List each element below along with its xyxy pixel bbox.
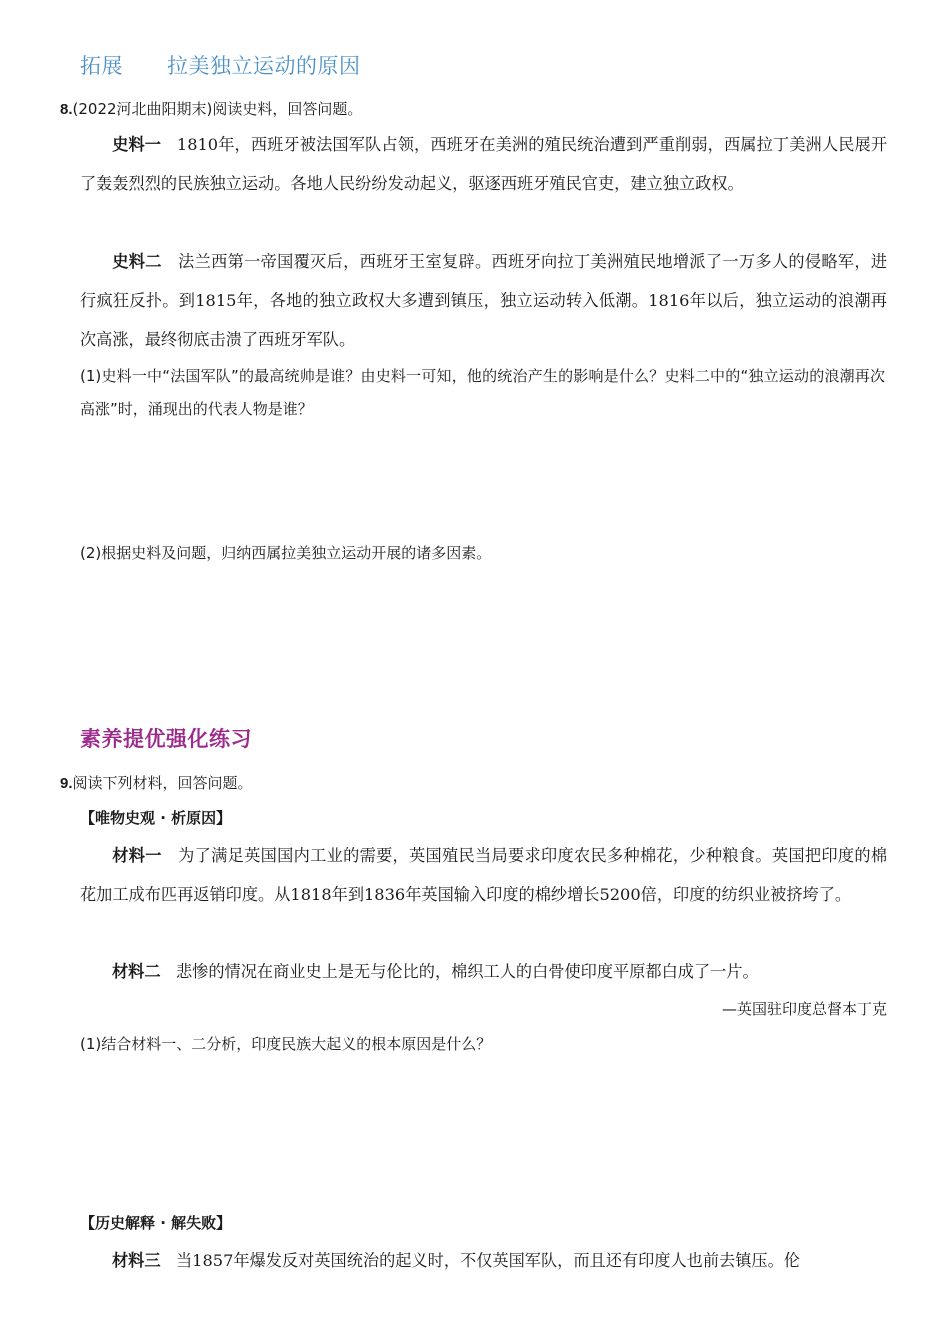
q9-material-3 <box>80 1241 887 1280</box>
q9-tag-interpretation: 【历史解释 · 解失败】 <box>80 1214 232 1232</box>
practice-heading: 素养提优强化练习 <box>80 727 252 751</box>
material-label: 史料一 <box>112 135 162 154</box>
q9-material-1 <box>80 836 887 914</box>
material-text: 为了满足英国国内工业的需要，英国殖民当局要求印度农民多种棉花，少种粮食。英国把印度的棉花加工成布匹再返销印度。从1818年到1836年英国输入印度的棉纱增长5200倍，印度的纺织业被挤垮了。 <box>80 846 888 904</box>
extension-label: 拓展 <box>80 54 123 78</box>
q9-material-2 <box>80 952 887 991</box>
question-number: 9. <box>60 775 73 792</box>
q8-subquestion-1: (1)史料一中“法国军队”的最高统帅是谁？由史料一可知，他的统治产生的影响是什么？史料二中的“独立运动的浪潮再次高涨”时，涌现出的代表人物是谁？ <box>80 367 885 418</box>
material-label: 材料一 <box>112 846 162 865</box>
material-label: 史料二 <box>112 252 162 271</box>
q9-subquestion-1: (1)结合材料一、二分析，印度民族大起义的根本原因是什么？ <box>80 1035 492 1053</box>
question-8-stem <box>60 98 362 121</box>
q9-tag-materialism: 【唯物史观 · 析原因】 <box>80 809 232 827</box>
material-text: 当1857年爆发反对英国统治的起义时，不仅英国军队，而且还有印度人也前去镇压。伦 <box>176 1251 800 1270</box>
q8-subquestion-2: (2)根据史料及问题，归纳西属拉美独立运动开展的诸多因素。 <box>80 544 492 562</box>
material-text: 1810年，西班牙被法国军队占领，西班牙在美洲的殖民统治遭到严重削弱，西属拉丁美洲人民展开了轰轰烈烈的民族独立运动。各地人民纷纷发动起义，驱逐西班牙殖民官吏，建立独立政权。 <box>80 135 888 193</box>
extension-title: 拉美独立运动的原因 <box>167 54 361 78</box>
question-number: 8. <box>60 101 73 118</box>
question-stem-text: (2022河北曲阳期末)阅读史料，回答问题。 <box>72 100 363 118</box>
q8-material-2 <box>80 242 887 359</box>
material-label: 材料三 <box>112 1251 161 1270</box>
q8-material-1 <box>80 125 887 203</box>
material-label: 材料二 <box>112 962 161 981</box>
extension-heading <box>80 50 361 80</box>
question-stem-text: 阅读下列材料，回答问题。 <box>72 774 253 792</box>
material-text: 法兰西第一帝国覆灭后，西班牙王室复辟。西班牙向拉丁美洲殖民地增派了一万多人的侵略军，进行疯狂反扑。到1815年，各地的独立政权大多遭到镇压，独立运动转入低潮。1816年以后，独立运动的浪潮再次高涨，最终彻底击溃了西班牙军队。 <box>80 252 888 349</box>
material-text: 悲惨的情况在商业史上是无与伦比的，棉织工人的白骨使印度平原都白成了一片。 <box>176 962 759 981</box>
q9-material-2-source: —英国驻印度总督本丁克 <box>721 1000 887 1018</box>
question-9-stem <box>60 772 253 795</box>
